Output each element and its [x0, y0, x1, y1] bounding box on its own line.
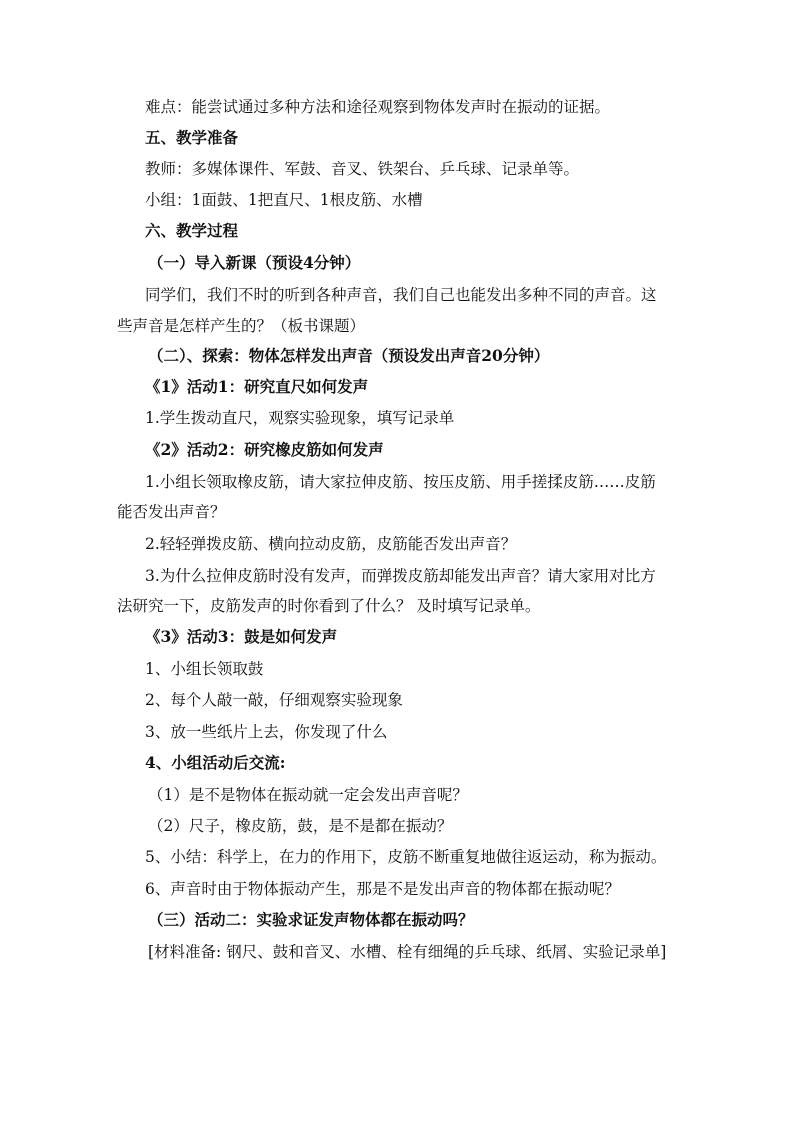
section-heading-process: 六、教学过程 — [145, 221, 239, 240]
activity-2-step-2: 2.轻轻弹拨皮筋、横向拉动皮筋，皮筋能否发出声音？ — [145, 535, 517, 553]
activity-3-heading: 《3》活动3：鼓是如何发声 — [145, 627, 338, 646]
summary-line: 5、小结：科学上，在力的作用下，皮筋不断重复地做往返运动，称为振动。 — [145, 848, 667, 866]
activity-3-step-2: 2、每个人敲一敲，仔细观察实验现象 — [145, 691, 403, 709]
activity-3-step-4: 4、小组活动后交流: — [145, 753, 286, 772]
materials-line: [材料准备: 钢尺、鼓和音叉、水槽、栓有细绳的乒乓球、纸屑、实验记录单] — [148, 943, 667, 961]
activity-two-heading: （三）活动二：实验求证发声物体都在振动吗？ — [148, 910, 474, 929]
activity-3-step-3: 3、放一些纸片上去，你发现了什么 — [145, 723, 388, 741]
activity-1-heading: 《1》活动1：研究直尺如何发声 — [145, 377, 369, 396]
intro-paragraph-line-1: 同学们，我们不时的听到各种声音，我们自己也能发出多种不同的声音。这 — [145, 286, 657, 304]
question-line: 6、声音时由于物体振动产生，那是不是发出声音的物体都在振动呢？ — [145, 880, 620, 898]
intro-paragraph-line-2: 些声音是怎样产生的？（板书课题） — [117, 317, 366, 335]
activity-2-step-1-line-2: 能否发出声音？ — [117, 503, 226, 521]
section-heading-preparation: 五、教学准备 — [145, 128, 239, 147]
difficulty-line: 难点：能尝试通过多种方法和途径观察到物体发声时在振动的证据。 — [145, 98, 611, 116]
activity-1-step-1: 1.学生拨动直尺，观察实验现象，填写记录单 — [145, 409, 455, 427]
teacher-materials-line: 教师：多媒体课件、军鼓、音叉、铁架台、乒乓球、记录单等。 — [145, 160, 580, 178]
discussion-question-2: （2）尺子，橡皮筋，鼓，是不是都在振动？ — [148, 817, 453, 835]
discussion-question-1: （1）是不是物体在振动就一定会发出声音呢？ — [148, 786, 468, 804]
subsection-heading-intro: （一）导入新课（预设4分钟） — [148, 253, 361, 272]
activity-2-step-1-line-1: 1.小组长领取橡皮筋，请大家拉伸皮筋、按压皮筋、用手搓揉皮筋……皮筋 — [145, 473, 656, 491]
activity-3-step-1: 1、小组长领取鼓 — [145, 660, 264, 678]
activity-2-step-3-line-2: 法研究一下，皮筋发声的时你看到了什么？ 及时填写记录单。 — [117, 597, 541, 615]
activity-2-step-3-line-1: 3.为什么拉伸皮筋时没有发声，而弹拨皮筋却能发出声音？请大家用对比方 — [145, 567, 656, 585]
group-materials-line: 小组：1面鼓、1把直尺、1根皮筋、水槽 — [145, 191, 423, 209]
subsection-heading-explore: （二）、探索：物体怎样发出声音（预设发出声音20分钟） — [148, 346, 550, 365]
activity-2-heading: 《2》活动2：研究橡皮筋如何发声 — [145, 440, 384, 459]
